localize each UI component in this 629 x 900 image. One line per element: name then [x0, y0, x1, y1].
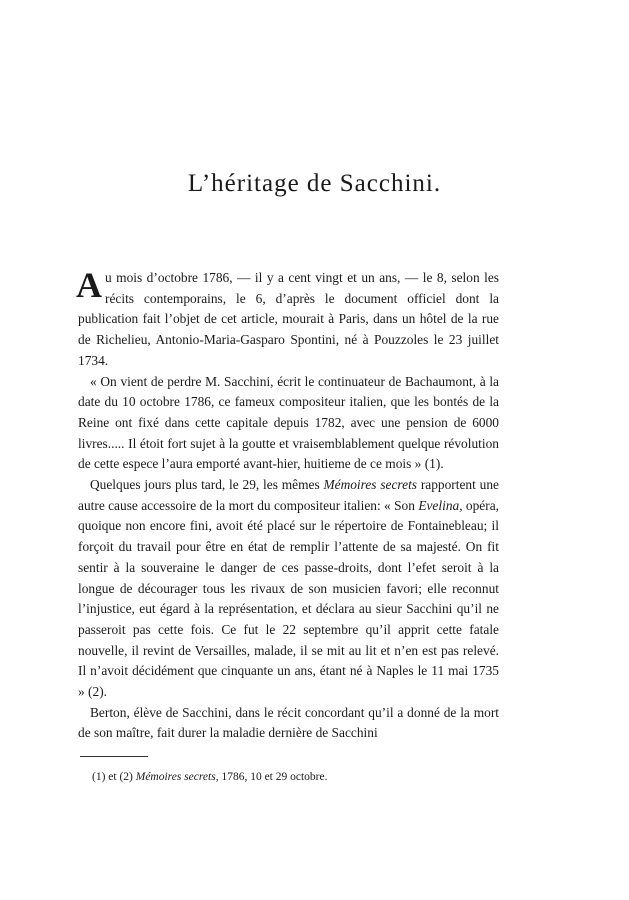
- paragraph-3: [78, 475, 499, 703]
- footnote-prefix: (1) et (2): [92, 771, 136, 783]
- paragraph-2: « On vient de perdre M. Sacchini, écrit le continuateur de Bachaumont, à la date du 10 octobre 1786, ce fameux compositeur italien, que les bontés de la Reine ont fixé dans cette capitale depuis 1782, avec une pension de 6000 livres..... Il étoit fort sujet à la goutte et vraisemblablement quelque révolution de cette espece l’aura emporté avant-hier, huitieme de ce mois » (1).: [78, 373, 499, 472]
- paragraph-3-italic-memoires: Mémoires secrets: [323, 477, 418, 493]
- paragraph-1: [76, 265, 499, 372]
- paragraph-3-text-a: Quelques jours plus tard, le 29, les mêmes: [90, 477, 324, 493]
- footnote-suffix: , 1786, 10 et 29 octobre.: [215, 771, 328, 783]
- paragraph-1-text: u mois d’octobre 1786, — il y a cent vingt et un ans, — le 8, selon les récits contemporains, le 6, d’après le document officiel dont la publication fait l’objet de cet article, mourait à Paris, dans un hôtel de la rue de Richelieu, Antonio-Maria-Gasparo Spontini, né à Pouzzoles le 23 juillet 1734.: [78, 270, 499, 368]
- footnote: [92, 769, 492, 785]
- drop-cap: A: [76, 265, 102, 305]
- page-title: L’héritage de Sacchini.: [187, 170, 442, 197]
- paragraph-4: Berton, élève de Sacchini, dans le récit concordant qu’il a donné de la mort de son maître, fait durer la maladie dernière de Sacchini: [78, 704, 499, 741]
- paragraph-3-italic-evelina: Evelina: [418, 497, 460, 513]
- body-text: [76, 265, 500, 744]
- footnote-italic: Mémoires secrets: [135, 771, 216, 783]
- footnote-rule: [80, 756, 148, 757]
- paragraph-3-text-b: rapportent une autre cause accessoire de la mort du compositeur italien: « Son: [78, 477, 499, 513]
- paragraph-3-text-c: , opéra, quoique non encore fini, avoit été placé sur le répertoire de Fontainebleau; il forçoit du travail pour être en état de remplir l’attente de sa majesté. On fit sentir à la souveraine le danger de ces passe-droits, dont l’efet seroit à la longue de décourager tous les rivaux de son musicien favori; elle reconnut l’injustice, eut égard à la représentation, et déclara au sieur Sacchini qu’il ne passeroit pas cette fois. Ce fut le 22 septembre qu’il apprit cette fatale nouvelle, il revint de Versailles, malade, il se mit au lit et n’en est pas relevé. Il n’avoit décidément que cinquante un ans, étant né à Naples le 11 mai 1735 » (2).: [78, 497, 500, 700]
